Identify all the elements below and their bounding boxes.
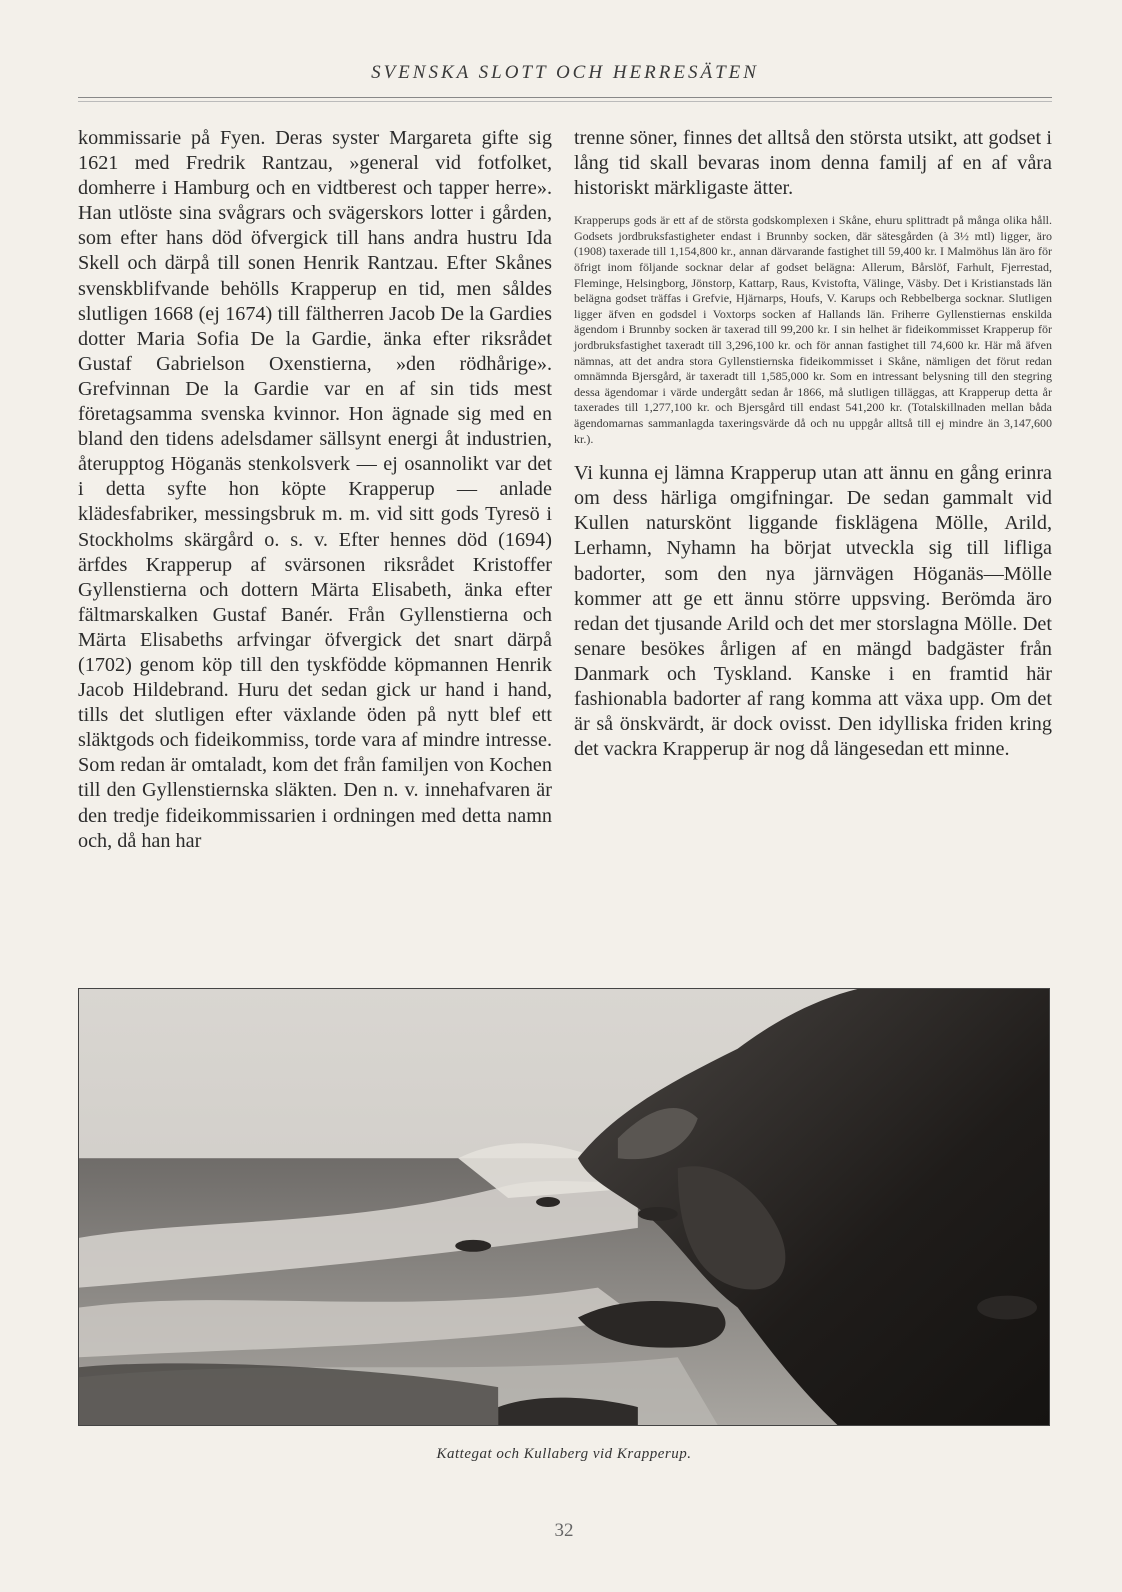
right-column — [574, 126, 1052, 762]
photo-caption: Kattegat och Kullaberg vid Krapperup. — [436, 1446, 692, 1462]
running-header: SVENSKA SLOTT OCH HERRESÄTEN — [371, 62, 759, 83]
footnote-text: Krapperups gods är ett af de största godskomplexen i Skåne, ehuru splittradt på många olika håll. Godsets jordbruksfastigheter endast i Brunnby socken, där sätesgården (à 3½ mtl) ligger, äro (1908) taxerade till 1,154,800 kr., annan därvarande fastighet till 59,400 kr. I Malmöhus län äro för öfrigt inom följande socknar delar af godset belägna: Allerum, Bårslöf, Farhult, Fjerrestad, Fleminge, Helsingborg, Jönstorp, Kattarp, Raus, Kvistofta, Välinge, Väsby. Det i Kristianstads län belägna godset träffas i Grefvie, Hjärnarps, Houfs, V. Karups och Rebbelberga socknar. Slutligen ligger äfven en godsdel i Voxtorps socken af Hallands län. Friherre Gyllenstiernas enskilda ägendom i Brunnby socken är taxerad till 99,200 kr. I sin helhet är fideikommisset Krapperup för jordbruksfastighet taxeradt till 3,296,100 kr. och för annan fastighet till 74,600 kr. Här må äfven nämnas, att det andra stora Gyllenstiernska fideikommisset i Skåne, nämligen det förut redan omnämnda Bjersgård, är taxeradt till 1,585,000 kr. Som en intressant belysning till den stegring dessa ägendomar i värde undergått sedan år 1866, må slutligen tilläggas, att Krapperup detta år taxerades till 1,277,100 kr. och Bjersgård till endast 541,200 kr. (Totalskillnaden mellan båda ägendomarnas sammanlagda taxeringsvärde då och nu uppgår alltså till ej mindre än 3,147,600 kr.). — [574, 213, 1052, 446]
right-paragraph-1: trenne söner, finnes det alltså den största utsikt, att godset i lång tid skall bevaras inom denna familj af en af våra historiskt märkligaste ätter. — [574, 127, 1052, 200]
right-paragraph-2: Vi kunna ej lämna Krapperup utan att ännu en gång erinra om dess härliga omgifningar. De sedan gammalt vid Kullen naturskönt liggande fisklägena Mölle, Arild, Lerhamn, Nyhamn ha börjat utveckla sig till lifliga badorter, som den nya järnvägen Höganäs—Mölle kommer att ge ett ännu större uppsving. Berömda äro redan det tjusande Arild och det mer storslagna Mölle. Det senare besökes årligen af en mängd badgäster från Danmark och Tyskland. Kanske i en framtid här fashionabla badorter af rang komma att växa upp. Om det är så önskvärdt, är dock ovisst. Den idylliska friden kring det vackra Krapperup är nog då längesedan ett minne. — [574, 462, 1052, 761]
header-rule-thin — [78, 101, 1052, 102]
coastal-photograph — [78, 988, 1050, 1426]
header-rule — [78, 97, 1052, 98]
left-column — [78, 126, 552, 854]
photo-image — [79, 989, 1049, 1425]
page-number: 32 — [554, 1520, 574, 1541]
left-column-text: kommissarie på Fyen. Deras syster Margareta gifte sig 1621 med Fredrik Rantzau, »general vid fotfolket, domherre i Hamburg och en vidtberest och tapper herre». Han utlöste sina svågrars och svägerskors lotter i gården, som efter hans död öfvergick till hans andra hustru Ida Skell och därpå till sonen Henrik Rantzau. Efter Skånes svenskblifvande behölls Krapperup en tid, men såldes slutligen 1668 (ej 1674) till fältherren Jacob De la Gardies dotter Maria Sofia De la Gardie, änka efter riksrådet Gustaf Gabrielson Oxenstierna, »den rödhårige». Grefvinnan De la Gardie var en af sin tids mest företagsamma svenska kvinnor. Hon ägnade sig med en bland den tidens adelsdamer sällsynt energi åt industrien, återupptog Höganäs stenkolsverk — ej osannolikt var det i detta syfte hon köpte Krapperup — anlade klädesfabriker, messingsbruk m. m. vid sitt gods Tyresö i Stockholms skärgård o. s. v. Efter hennes död (1694) ärfdes Krapperup af svärsonen riksrådet Kristoffer Gyllenstierna och dottern Märta Elisabeth, änka efter fältmarskalken Gustaf Banér. Från Gyllenstierna och Märta Elisabeths arfvingar öfvergick det snart därpå (1702) genom köp till den tyskfödde köpmannen Henrik Jacob Hildebrand. Huru det sedan gick ur hand i hand, tills det slutligen efter växlande öden på nytt blef ett släktgods och fideikommiss, torde vara af mindre intresse. Som redan är omtaladt, kom det från familjen von Kochen till den Gyllenstiernska släkten. Den n. v. innehafvaren är den tredje fideikommissarien i ordningen med detta namn och, då han har — [78, 127, 552, 852]
